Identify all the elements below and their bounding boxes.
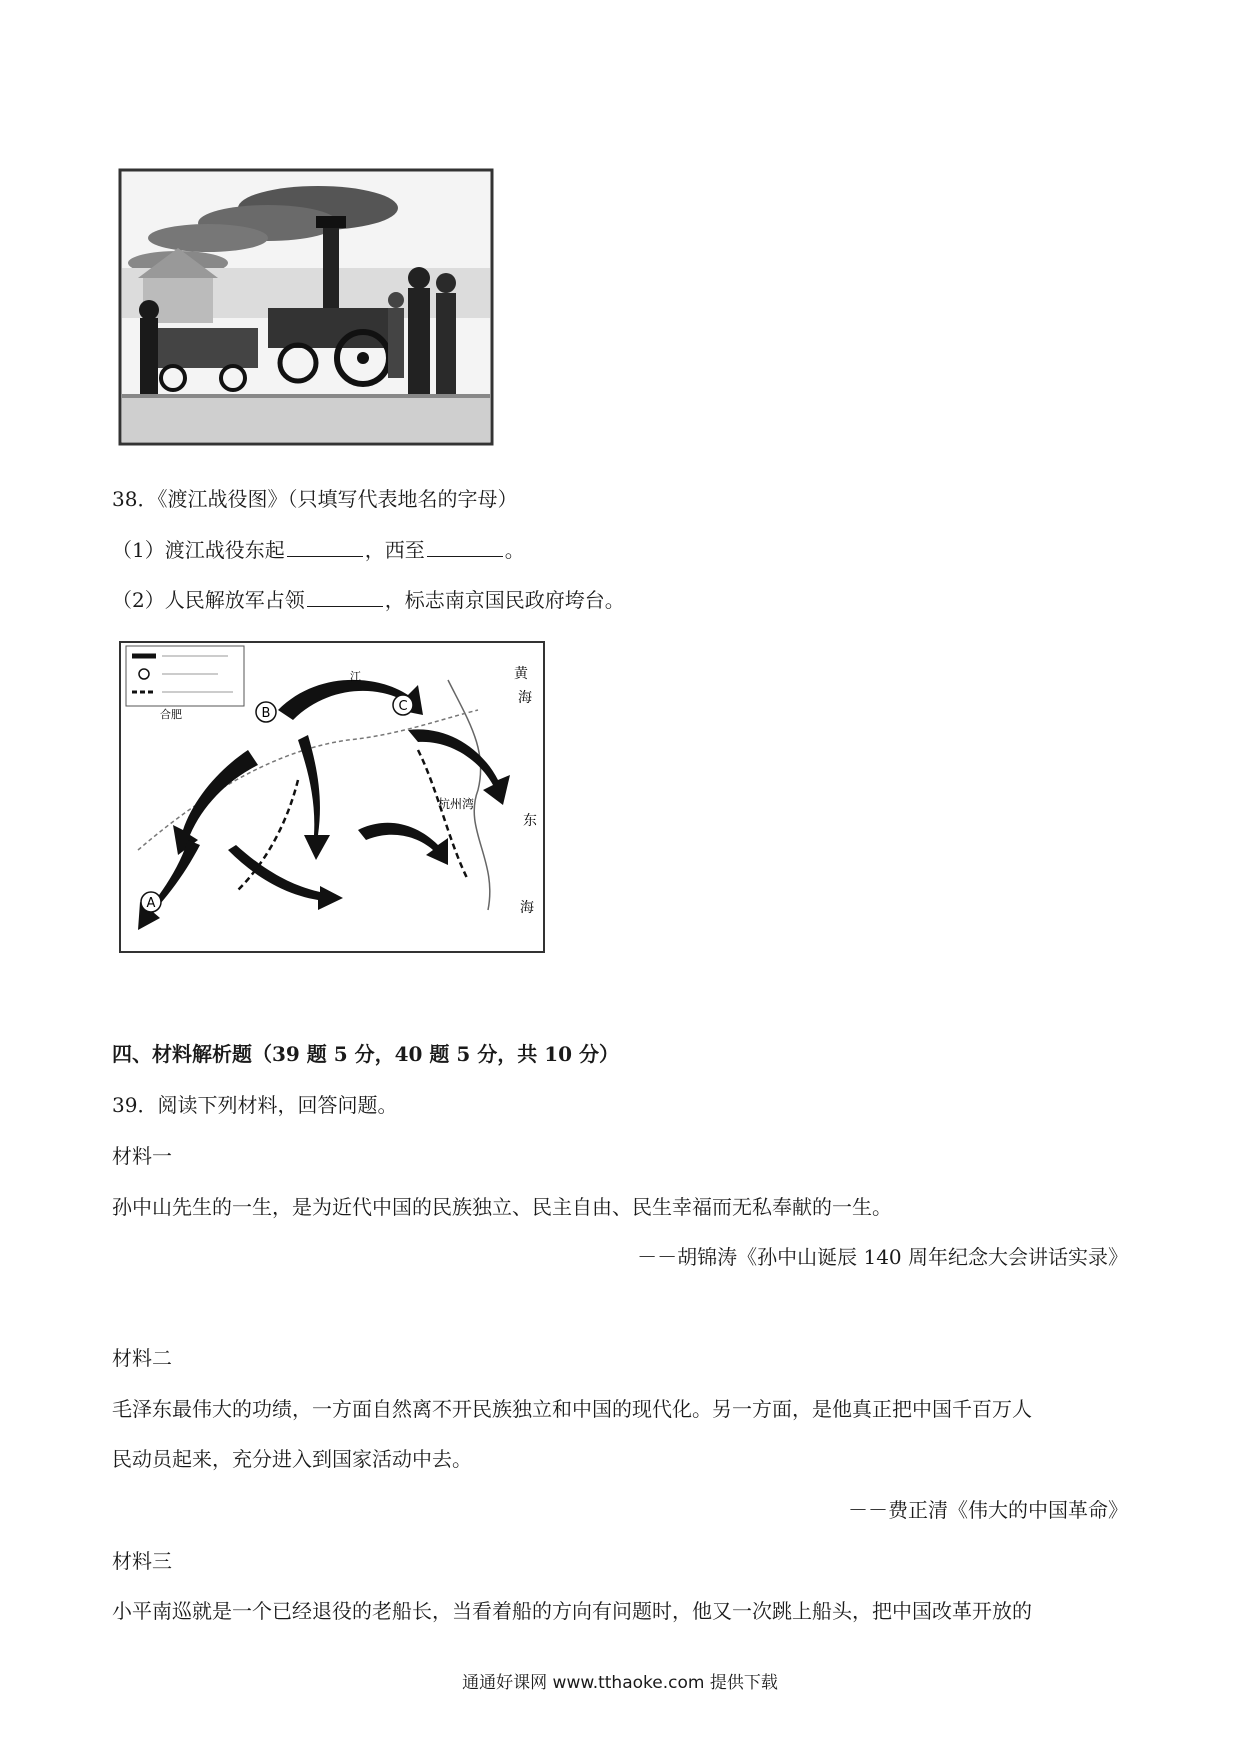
material-3-text-line1: 小平南巡就是一个已经退役的老船长，当看着船的方向有问题时，他又一次跳上船头，把中国改革开放的: [112, 1599, 1032, 1623]
material-1-text: 孙中山先生的一生，是为近代中国的民族独立、民主自由、民生幸福而无私奉献的一生。: [112, 1195, 892, 1219]
q38-part2-suffix: ，标志南京国民政府垮台。: [384, 588, 625, 612]
locomotive-figure: [118, 168, 494, 446]
answer-blank-west[interactable]: [427, 538, 503, 557]
answer-blank-city[interactable]: [307, 588, 383, 607]
campaign-map-figure: [118, 640, 546, 954]
material-2-label: 材料二: [112, 1346, 172, 1370]
question-39-title: 39．阅读下列材料，回答问题。: [112, 1093, 398, 1117]
section-4-heading: 四、材料解析题（39 题 5 分，40 题 5 分，共 10 分）: [112, 1042, 620, 1066]
q38-part2-prefix: （2）人民解放军占领: [112, 588, 305, 612]
q38-part1-suffix: 。: [504, 538, 525, 562]
map-label-yellow-sea-1: 黄: [514, 666, 528, 682]
q38-part1-prefix: （1）渡江战役东起: [112, 538, 285, 562]
map-label-hefei: 合肥: [160, 708, 182, 721]
material-3-label: 材料三: [112, 1549, 172, 1573]
map-label-east-sea-2: 海: [520, 900, 534, 916]
map-point-a: A: [146, 896, 156, 911]
campaign-map: [118, 640, 546, 954]
question-38-part1: [112, 536, 525, 564]
material-2-text-line2: 民动员起来，充分进入到国家活动中去。: [112, 1447, 472, 1471]
answer-blank-east[interactable]: [287, 538, 363, 557]
q38-part1-mid: ，西至: [364, 538, 425, 562]
question-38-part2: [112, 586, 625, 614]
material-2-text-line1: 毛泽东最伟大的功绩，一方面自然离不开民族独立和中国的现代化。另一方面，是他真正把中国千百万人: [112, 1397, 1032, 1421]
question-38-title: 38．《渡江战役图》（只填写代表地名的字母）: [112, 487, 518, 511]
material-1-label: 材料一: [112, 1144, 172, 1168]
material-1-source: －－胡锦涛《孙中山诞辰 140 周年纪念大会讲话实录》: [637, 1245, 1128, 1269]
map-label-east-sea-1: 东: [523, 813, 537, 829]
map-label-yellow-sea-2: 海: [518, 690, 532, 706]
locomotive-illustration: [118, 168, 494, 446]
material-2-source: －－费正清《伟大的中国革命》: [848, 1498, 1128, 1522]
page-footer: 通通好课网 www.tthaoke.com 提供下载: [462, 1673, 778, 1693]
map-point-c: C: [398, 699, 408, 714]
map-label-yangtze: 江: [350, 670, 361, 683]
map-label-hangzhou-bay: 杭州湾: [438, 797, 475, 811]
map-point-b: B: [261, 706, 271, 721]
